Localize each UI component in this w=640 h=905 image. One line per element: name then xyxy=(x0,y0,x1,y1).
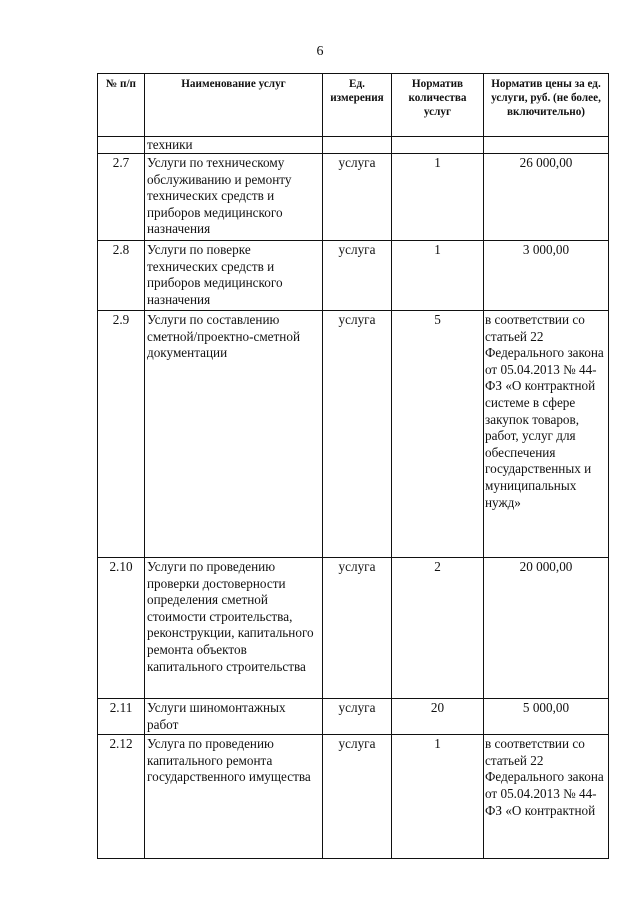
row-qty: 1 xyxy=(392,154,484,241)
header-num: № п/п xyxy=(98,74,145,137)
row-price: 20 000,00 xyxy=(484,558,609,699)
continuation-qty xyxy=(392,137,484,154)
row-num: 2.7 xyxy=(98,154,145,241)
row-qty: 20 xyxy=(392,699,484,735)
continuation-unit xyxy=(323,137,392,154)
row-qty: 1 xyxy=(392,735,484,859)
table-header-row xyxy=(98,74,609,137)
row-unit: услуга xyxy=(323,241,392,311)
row-price: 3 000,00 xyxy=(484,241,609,311)
continuation-row xyxy=(98,137,609,154)
row-num: 2.12 xyxy=(98,735,145,859)
header-name: Наименование услуг xyxy=(145,74,323,137)
row-qty: 1 xyxy=(392,241,484,311)
continuation-price xyxy=(484,137,609,154)
row-name: Услуги по проведению проверки достоверности определения сметной стоимости строительства, реконструкции, капитального ремонта объектов капитального строительства xyxy=(145,558,323,699)
table-row xyxy=(98,699,609,735)
header-unit: Ед. измерения xyxy=(323,74,392,137)
row-qty: 5 xyxy=(392,311,484,558)
header-qty: Норматив количества услуг xyxy=(392,74,484,137)
row-price: 26 000,00 xyxy=(484,154,609,241)
page-number: 6 xyxy=(316,44,324,59)
row-unit: услуга xyxy=(323,154,392,241)
row-qty: 2 xyxy=(392,558,484,699)
row-num: 2.8 xyxy=(98,241,145,311)
row-name: Услуги шиномонтажных работ xyxy=(145,699,323,735)
row-unit: услуга xyxy=(323,699,392,735)
table-row xyxy=(98,241,609,311)
continuation-num xyxy=(98,137,145,154)
row-name: Услуги по составлению сметной/проектно-сметной документации xyxy=(145,311,323,558)
row-name: Услуги по техническому обслуживанию и ремонту технических средств и приборов медицинского назначения xyxy=(145,154,323,241)
row-price: 5 000,00 xyxy=(484,699,609,735)
header-price: Норматив цены за ед. услуги, руб. (не более, включительно) xyxy=(484,74,609,137)
services-table xyxy=(97,73,609,859)
row-price: в соответствии со статьей 22 Федерального закона от 05.04.2013 № 44-ФЗ «О контрактной системе в сфере закупок товаров, работ, услуг для обеспечения государственных и муниципальных нужд» xyxy=(484,311,609,558)
row-price: в соответствии со статьей 22 Федерального закона от 05.04.2013 № 44-ФЗ «О контрактной xyxy=(484,735,609,859)
table-row xyxy=(98,154,609,241)
row-unit: услуга xyxy=(323,735,392,859)
row-name: Услуга по проведению капитального ремонта государственного имущества xyxy=(145,735,323,859)
table-row xyxy=(98,311,609,558)
continuation-name: техники xyxy=(145,137,323,154)
row-name: Услуги по поверке технических средств и приборов медицинского назначения xyxy=(145,241,323,311)
table-row xyxy=(98,558,609,699)
table-row xyxy=(98,735,609,859)
row-num: 2.10 xyxy=(98,558,145,699)
row-num: 2.11 xyxy=(98,699,145,735)
row-unit: услуга xyxy=(323,311,392,558)
row-num: 2.9 xyxy=(98,311,145,558)
row-unit: услуга xyxy=(323,558,392,699)
